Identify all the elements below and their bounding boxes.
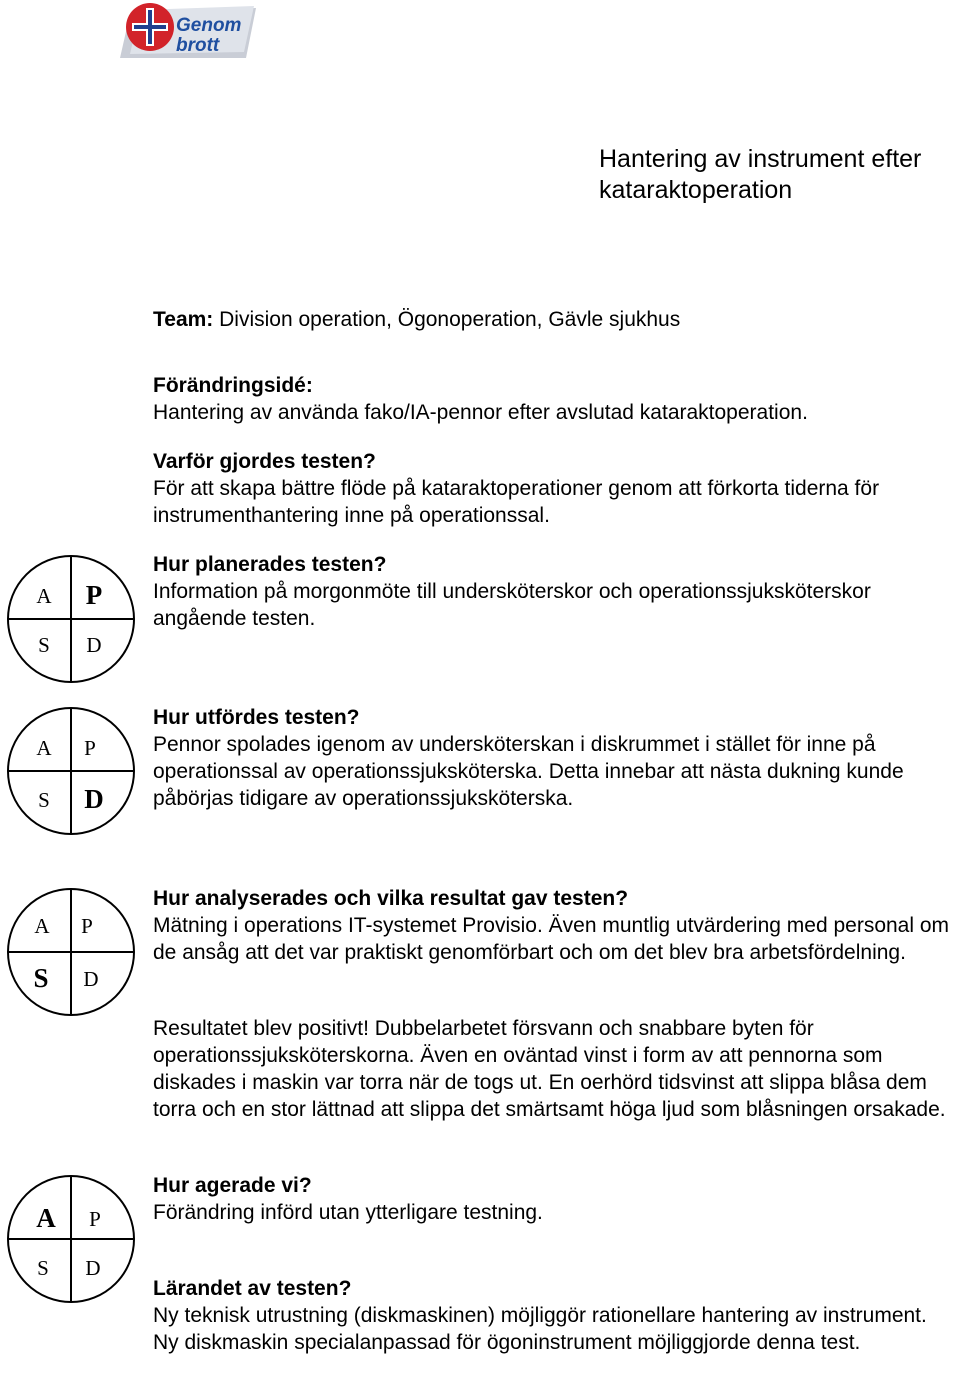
section-body: Ny teknisk utrustning (diskmaskinen) möjliggör rationellare hantering av instrument. Ny diskmaskin specialanpassad för ögoninstrument möjliggjorde denna test. (153, 1304, 927, 1354)
section-body: Information på morgonmöte till undersköterskor och operationssjuksköterskor angående testen. (153, 580, 871, 630)
pdsa-cycle-act (6, 1174, 136, 1304)
section-study (153, 885, 958, 966)
section-why (153, 448, 958, 529)
pdsa-letter-d: D (86, 633, 102, 657)
section-heading: Hur planerades testen? (153, 553, 387, 576)
team-value: Division operation, Ögonoperation, Gävle sjukhus (219, 308, 681, 331)
section-change-idea (153, 372, 958, 426)
document-title: Hantering av instrument efter kataraktoperation (599, 145, 922, 204)
pdsa-letter-p: P (81, 914, 93, 938)
pdsa-letter-a: A (36, 584, 52, 608)
pdsa-letter-a: A (34, 914, 50, 938)
logo-text-line2: brott (176, 35, 220, 56)
section-body: Förändring införd utan ytterligare testning. (153, 1201, 543, 1224)
section-heading: Förändringsidé: (153, 374, 313, 397)
pdsa-letter-d: D (84, 784, 104, 814)
section-body: Hantering av använda fako/IA-pennor efter avslutad kataraktoperation. (153, 401, 808, 424)
section-body: Resultatet blev positivt! Dubbelarbetet försvann och snabbare byten för operationssjuksköterskorna. Även en oväntad vinst i form av att pennorna som diskades i maskin var torra när de togs ut. En oerhörd tidsvinst att slippa blåsa dem torra och en stor lättnad att slippa det smärtsamt höga ljud som blåsningen orsakade. (153, 1017, 946, 1121)
section-heading: Lärandet av testen? (153, 1277, 352, 1300)
pdsa-letter-d: D (83, 967, 99, 991)
pdsa-letter-p: P (89, 1207, 101, 1231)
section-act (153, 1172, 958, 1226)
section-body: Pennor spolades igenom av undersköterskan i diskrummet i stället för inne på operationssal av operationssjuksköterska. Detta innebar att nästa dukning kunde påbörjas tidigare av operationssjuksköterska. (153, 733, 904, 810)
pdsa-letter-d: D (85, 1256, 101, 1280)
pdsa-letter-a: A (36, 1203, 56, 1233)
pdsa-letter-a: A (36, 736, 52, 760)
team-line (153, 306, 958, 333)
section-do (153, 704, 958, 812)
pdsa-letter-s: S (38, 788, 50, 812)
genombrott-logo (118, 0, 258, 60)
section-learning (153, 1275, 958, 1356)
section-result (153, 1015, 958, 1123)
pdsa-letter-p: P (85, 580, 103, 610)
section-heading: Varför gjordes testen? (153, 450, 376, 473)
section-heading: Hur utfördes testen? (153, 706, 360, 729)
team-label: Team: (153, 308, 214, 331)
logo-text-line1: Genom (176, 15, 242, 36)
section-heading: Hur agerade vi? (153, 1174, 312, 1197)
pdsa-cycle-plan (6, 554, 136, 684)
pdsa-letter-s: S (33, 963, 49, 993)
pdsa-cycle-study (6, 887, 136, 1017)
section-plan (153, 551, 958, 632)
pdsa-letter-s: S (38, 633, 50, 657)
pdsa-letter-p: P (84, 736, 96, 760)
pdsa-cycle-do (6, 706, 136, 836)
section-body: Mätning i operations IT-systemet Provisio. Även muntlig utvärdering med personal om de ansåg att det var praktiskt genomförbart och om det blev bra arbetsfördelning. (153, 914, 950, 964)
section-heading: Hur analyserades och vilka resultat gav testen? (153, 887, 629, 910)
pdsa-letter-s: S (37, 1256, 49, 1280)
section-body: För att skapa bättre flöde på kataraktoperationer genom att förkorta tiderna för instrumenthantering inne på operationssal. (153, 477, 880, 527)
